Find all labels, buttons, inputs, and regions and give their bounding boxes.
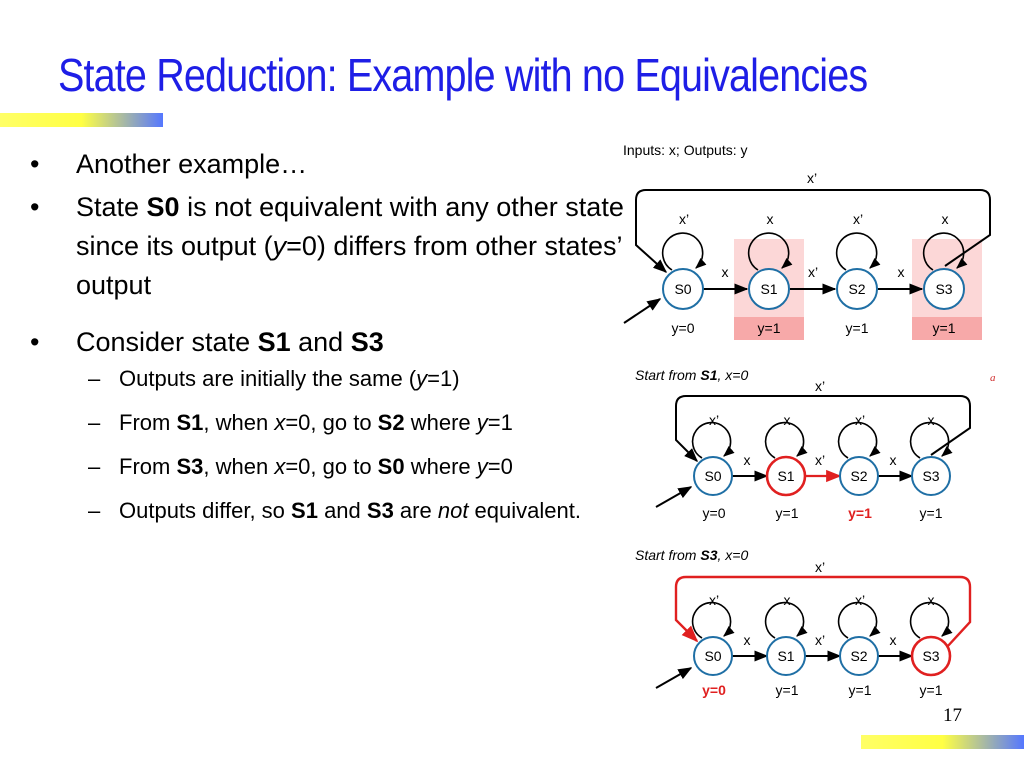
sub-text: =0, go to [285, 454, 378, 479]
output-label-s3: y=1 [919, 505, 943, 521]
diagram-3 [635, 547, 970, 698]
sub-italic: y [476, 410, 488, 435]
transition-label-s1-s2: x’ [814, 632, 826, 648]
sub-text: From [119, 454, 177, 479]
state-label-s2: S2 [850, 468, 868, 484]
transition-label-s0-s1: x [721, 264, 729, 280]
start-arrow [656, 668, 691, 688]
transition-label-s1-s2: x’ [807, 264, 819, 280]
start-arrow [656, 487, 691, 507]
output-label-s0: y=0 [671, 320, 695, 336]
sub-text: are [393, 498, 438, 523]
diagram-3-caption [635, 547, 748, 563]
bullet-text: is not equivalent with any other state since its output ( [76, 192, 624, 261]
self-loop-label-s2: x’ [854, 412, 866, 428]
watermark-mark: a [990, 372, 996, 384]
sub-bullet-from-s3: – From S3, when x=0, go to S0 where y=0 [88, 454, 513, 479]
state-label-s1: S1 [760, 281, 778, 297]
caption-text: , x=0 [717, 367, 749, 383]
output-label-s1: y=1 [757, 320, 781, 336]
sub-italic: y [416, 366, 428, 391]
caption-state: S3 [700, 547, 718, 563]
sub-bold: S2 [377, 410, 405, 435]
sub-bullet-outputs-same: – Outputs are initially the same (y=1) [88, 366, 460, 391]
output-label-s2: y=1 [845, 320, 869, 336]
bullet-another-example: • Another example… [30, 149, 308, 179]
sub-text: where [404, 410, 477, 435]
bullet-text: =0) differs from other states’ output [76, 231, 622, 300]
back-edge-label: x’ [814, 559, 826, 575]
sub-text: and [317, 498, 367, 523]
start-arrow [624, 299, 660, 323]
transition-label-s2-s3: x [889, 452, 897, 468]
self-loop-label-s2: x’ [852, 211, 864, 227]
bullet-bold: S1 [257, 327, 291, 357]
sub-bold: S3 [176, 454, 204, 479]
back-edge-label: x’ [806, 170, 818, 186]
sub-italic: not [437, 498, 469, 523]
transition-label-s1-s2: x’ [814, 452, 826, 468]
self-loop-label-s3: x [927, 412, 935, 428]
output-label-s1: y=1 [775, 505, 799, 521]
sub-text: =0 [487, 454, 513, 479]
sub-italic: x [274, 410, 286, 435]
diagram-2-caption [635, 367, 748, 383]
transition-label-s0-s1: x [743, 632, 751, 648]
sub-bullet-from-s1: – From S1, when x=0, go to S2 where y=1 [88, 410, 513, 435]
sub-bold: S0 [377, 454, 405, 479]
sub-text: , when [203, 410, 275, 435]
caption-text: Start from [635, 547, 701, 563]
sub-text: =1) [427, 366, 460, 391]
self-loop-s2 [837, 233, 877, 270]
caption-text: Start from [635, 367, 701, 383]
self-loop-label-s0: x’ [708, 592, 720, 608]
self-loop-label-s0: x’ [678, 211, 690, 227]
bullet-text: Consider state [76, 327, 258, 357]
state-label-s3: S3 [922, 648, 940, 664]
sub-text: Outputs are initially the same ( [119, 366, 417, 391]
sub-text: =1 [487, 410, 513, 435]
self-loop-label-s1: x [766, 211, 774, 227]
sub-text: =0, go to [285, 410, 378, 435]
back-edge-label: x’ [814, 378, 826, 394]
state-label-s3: S3 [922, 468, 940, 484]
state-label-s0: S0 [704, 648, 722, 664]
sub-bold: S1 [291, 498, 318, 523]
bullet-text: State [76, 192, 147, 222]
bullet-state-s0: • State S0 is not equivalent with any other state since its output (y=0) differs from other states’ output [30, 192, 624, 300]
bullet-bold: S3 [350, 327, 384, 357]
bullet-bold: S0 [146, 192, 180, 222]
state-label-s3: S3 [935, 281, 953, 297]
diagram-1-caption: Inputs: x; Outputs: y [623, 142, 748, 158]
sub-text: From [119, 410, 177, 435]
output-label-s3: y=1 [932, 320, 956, 336]
self-loop-label-s1: x [783, 412, 791, 428]
caption-text: , x=0 [717, 547, 749, 563]
state-label-s1: S1 [777, 648, 795, 664]
state-label-s2: S2 [850, 648, 868, 664]
sub-text: equivalent. [468, 498, 581, 523]
state-label-s2: S2 [848, 281, 866, 297]
state-label-s1: S1 [777, 468, 795, 484]
self-loop-s0 [663, 233, 703, 270]
transition-label-s0-s1: x [743, 452, 751, 468]
sub-italic: y [476, 454, 488, 479]
output-label-s1: y=1 [775, 682, 799, 698]
output-label-s0: y=0 [702, 505, 726, 521]
sub-text: Outputs differ, so [119, 498, 292, 523]
bullet-text: and [290, 327, 351, 357]
diagram-2 [635, 367, 970, 521]
bullet-consider-state: • Consider state S1 and S3 [30, 327, 384, 357]
state-label-s0: S0 [674, 281, 692, 297]
sub-italic: x [274, 454, 286, 479]
self-loop-label-s3: x [927, 592, 935, 608]
self-loop-label-s3: x [941, 211, 949, 227]
sub-bold: S3 [366, 498, 394, 523]
output-label-s2-highlighted: y=1 [848, 505, 872, 521]
transition-label-s2-s3: x [897, 264, 905, 280]
sub-text: , when [203, 454, 275, 479]
output-label-s2: y=1 [848, 682, 872, 698]
caption-state: S1 [700, 367, 718, 383]
diagram-1 [623, 142, 990, 340]
transition-label-s2-s3: x [889, 632, 897, 648]
output-label-s0-highlighted: y=0 [702, 682, 726, 698]
bullet-text: Another example… [76, 149, 308, 179]
self-loop-label-s0: x’ [708, 412, 720, 428]
sub-bullet-outputs-differ: – Outputs differ, so S1 and S3 are not equivalent. [88, 498, 581, 523]
page-number: 17 [943, 705, 962, 726]
slide-title: State Reduction: Example with no Equivalencies [58, 49, 868, 101]
state-label-s0: S0 [704, 468, 722, 484]
output-label-s3: y=1 [919, 682, 943, 698]
self-loop-label-s1: x [783, 592, 791, 608]
sub-text: where [404, 454, 477, 479]
sub-bold: S1 [176, 410, 204, 435]
bullet-italic: y [272, 231, 287, 261]
self-loop-label-s2: x’ [854, 592, 866, 608]
